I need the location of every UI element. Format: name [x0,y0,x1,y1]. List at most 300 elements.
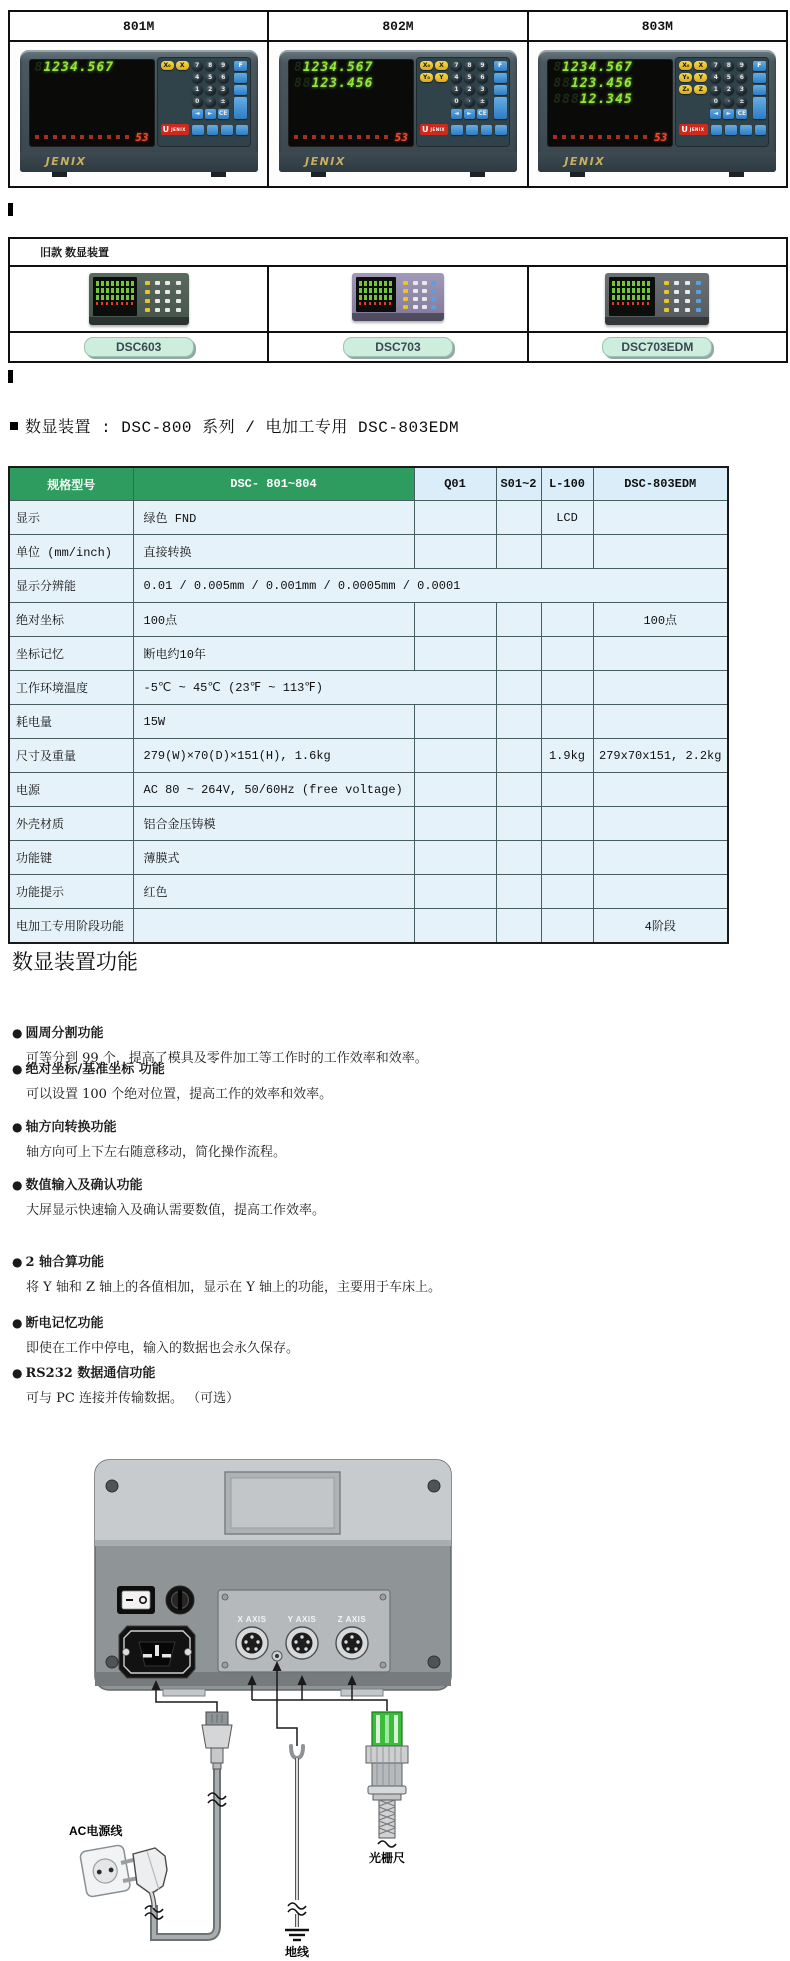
old-device-dsc703edm [605,273,709,325]
spec-cell [414,705,496,739]
axis-key: Y [694,73,707,82]
spec-cell [496,705,541,739]
display-dim-digits: 88 [553,76,571,91]
ground-wire [285,1746,309,1940]
function-title: ● 轴方向转换功能 [12,1116,652,1135]
function-key [495,125,507,135]
num-key: 0 [451,97,462,107]
spec-table [8,466,729,944]
status-indicator-icons [553,135,649,139]
series-heading [10,414,459,437]
spec-cell [496,773,541,807]
num-key: 2 [464,85,475,95]
num-key: 8 [723,61,734,71]
spec-cell: 直接转换 [133,535,414,569]
logo-letter: U [421,125,429,134]
f-key: F [753,61,766,71]
spec-cell [414,875,496,909]
function-keys [234,61,247,121]
mini-base [89,317,189,325]
num-key: 5 [464,73,475,83]
function-description: 轴方向可上下左右随意移动，简化操作流程。 [26,1145,287,1160]
keypad [675,57,769,147]
num-key: ± [477,97,488,107]
num-key: · [723,97,734,107]
spec-cell [593,705,728,739]
spec-row-label: 绝对坐标 [9,603,133,637]
spec-row-label: 功能键 [9,841,133,875]
num-key: · [205,97,216,107]
logo-letter: U [681,125,688,134]
function-key [481,125,493,135]
display-dim-digits: 8 [293,60,303,75]
display-digits: 12.345 [579,92,633,107]
spec-cell: AC 80 ~ 264V, 50/60Hz (free voltage) [133,773,414,807]
function-key [740,125,752,135]
device-base [279,152,517,172]
function-key [466,125,478,135]
product-cell-803m [528,41,787,187]
function-key [753,73,766,83]
spec-cell [414,637,496,671]
f-key: F [234,61,247,71]
enter-key [494,97,507,119]
mini-keypad [659,277,705,316]
ce-key: CE [218,110,228,117]
num-key: 9 [477,61,488,71]
num-key: 1 [710,85,721,95]
num-key: 3 [218,85,229,95]
spec-cell: 279(W)×70(D)×151(H), 1.6kg [133,739,414,773]
inlet-screw-icon [123,1649,130,1656]
status-value: 53 [654,130,668,144]
spec-header-row [9,467,728,501]
spec-header: S01~2 [496,467,541,501]
num-key: ± [736,97,747,107]
section-tick-marker [8,203,13,216]
number-keys [451,61,491,121]
rear-panel-diagram [55,1450,485,1961]
right-arrow-key: ► [464,109,475,119]
function-title: ● 断电记忆功能 [12,1312,652,1331]
cable-break-icon [378,1841,396,1847]
function-key [207,125,219,135]
power-switch [117,1586,155,1614]
enter-key [753,97,766,119]
logo-text: JENIX [171,127,186,132]
product-cell-802m [268,41,527,187]
spec-cell [414,841,496,875]
old-device-dsc703 [352,273,444,321]
axis-zero-key: Y₀ [420,73,433,82]
ac-cord-label: AC电源线 [69,1824,123,1838]
num-key: 7 [192,61,203,71]
z-axis-connector [336,1627,368,1659]
old-model-name-cell [528,332,787,362]
num-key: ± [218,97,229,107]
function-item [12,1174,652,1218]
function-description: 可以设置 100 个绝对位置，提高工作的效率和效率。 [26,1087,333,1102]
mini-display [609,277,655,316]
spec-row [9,875,728,909]
spec-cell [593,875,728,909]
cable-break-icon [288,1903,306,1915]
display-digits: 1234.567 [562,60,633,75]
num-key: 7 [710,61,721,71]
spec-row [9,569,728,603]
spec-row-label: 坐标记忆 [9,637,133,671]
spec-cell [541,671,593,705]
enter-key [234,97,247,119]
num-key: 4 [192,73,203,83]
brand-logo [679,124,707,135]
spec-row [9,773,728,807]
keypad [416,57,510,147]
old-models-table [8,237,788,363]
spec-cell [414,535,496,569]
function-keys [753,61,766,121]
num-key: 7 [451,61,462,71]
num-key: 5 [723,73,734,83]
spec-cell [593,773,728,807]
spec-row-label: 外壳材质 [9,807,133,841]
spec-cell: -5℃ ~ 45℃ (23℉ ~ 113℉) [133,671,496,705]
spec-cell [593,671,728,705]
spec-cell [541,535,593,569]
display-screen [29,59,155,147]
panel-screw-icon [380,1662,386,1668]
mini-keypad [400,277,440,312]
old-model-name-cell [9,332,268,362]
num-key: 4 [451,73,462,83]
spec-header: DSC- 801~804 [133,467,414,501]
spec-header: 规格型号 [9,467,133,501]
logo-letter: U [162,125,170,134]
function-key [221,125,233,135]
x-axis-port-label: X AXIS [237,1615,267,1624]
left-arrow-key: ◄ [451,109,462,119]
right-arrow-key: ► [205,109,216,119]
num-key: 5 [205,73,216,83]
spec-cell [593,637,728,671]
spec-cell [496,841,541,875]
spec-row [9,603,728,637]
ground-label: 地线 [284,1945,310,1959]
function-item [12,1312,652,1356]
brand-label: JENIX [45,155,87,168]
display-dim-digits: 8 [34,60,44,75]
num-key: 6 [477,73,488,83]
ce-key: CE [737,110,747,117]
display-row [548,76,672,92]
spec-cell [593,807,728,841]
display-digits: 123.456 [311,76,374,91]
product-cell-801m [9,41,268,187]
spec-cell: 15W [133,705,414,739]
num-key: 2 [723,85,734,95]
spec-cell [541,705,593,739]
function-item [12,1116,652,1160]
old-models-header: 旧款 数显装置 [9,238,787,266]
dro-device-802m [279,50,517,172]
series-heading-text: 数显装置 : DSC-800 系列 / 电加工专用 DSC-803EDM [25,419,460,437]
function-description: 可等分到 99 个，提高了模具及零件加工等工作时的工作效率和效率。 [26,1051,428,1066]
spec-cell [593,501,728,535]
handle-recess [225,1472,340,1534]
status-row [553,131,667,143]
spec-cell: 100点 [133,603,414,637]
spec-cell [541,603,593,637]
num-key: 1 [192,85,203,95]
model-name-803m: 803M [528,11,787,41]
inlet-screw-icon [185,1649,192,1656]
keypad [157,57,251,147]
ground-symbol-icon [285,1930,309,1940]
spec-cell [496,875,541,909]
number-keys [710,61,750,121]
spec-cell: 断电约10年 [133,637,414,671]
function-keys [494,61,507,121]
right-arrow-key: ► [723,109,734,119]
spec-row-label: 电加工专用阶段功能 [9,909,133,944]
function-title: ● 数值输入及确认功能 [12,1174,652,1193]
spec-row-label: 尺寸及重量 [9,739,133,773]
model-name-802m: 802M [268,11,527,41]
panel-screw-icon [222,1594,228,1600]
spec-row [9,807,728,841]
num-key: 0 [710,97,721,107]
power-cable [154,1768,217,1937]
spec-cell [496,603,541,637]
spec-cell: 4阶段 [593,909,728,944]
display-row [30,60,154,76]
old-device-dsc603 [89,273,189,325]
display-dim-digits: 8 [553,60,563,75]
axis-key: X [435,61,448,70]
spec-cell [541,807,593,841]
spec-cell [414,773,496,807]
axis-zero-key: Z₀ [679,85,692,94]
wall-socket [80,1845,131,1898]
spec-cell [133,909,414,944]
function-key [451,125,463,135]
num-key: 8 [464,61,475,71]
left-arrow-key: ◄ [192,109,203,119]
old-model-name-cell [268,332,527,362]
spec-cell [496,807,541,841]
num-key: 8 [205,61,216,71]
logo-text: JENIX [689,127,705,132]
display-dim-digits: 88 [293,76,312,91]
model-badge-dsc703edm: DSC703EDM [602,337,712,357]
number-keys [192,61,232,121]
display-row [548,92,672,108]
old-model-cell-dsc703edm [528,266,787,332]
spec-cell: 红色 [133,875,414,909]
function-key [711,125,723,135]
num-key: 3 [736,85,747,95]
function-key [755,125,767,135]
spec-row [9,637,728,671]
x-axis-connector [236,1627,268,1659]
spec-cell: 绿色 FND [133,501,414,535]
logo-text: JENIX [430,127,446,132]
display-screen [288,59,414,147]
spec-cell: 铝合金压铸模 [133,807,414,841]
status-row [35,131,149,143]
axis-key: Z [694,85,707,94]
num-key: · [464,97,475,107]
spec-cell [414,909,496,944]
axis-zero-key: X₀ [679,61,692,70]
mini-display [356,277,396,312]
square-bullet-icon [10,422,18,430]
spec-cell [541,773,593,807]
function-description: 即使在工作中停电，输入的数据也会永久保存。 [26,1341,300,1356]
spec-row-label: 工作环境温度 [9,671,133,705]
status-value: 53 [394,130,408,144]
dro-device-803m [538,50,776,172]
spec-header: Q01 [414,467,496,501]
display-row [289,76,413,92]
display-dim-digits: 888 [553,92,580,107]
c13-plug [202,1712,232,1769]
brand-logo [161,124,189,135]
spec-cell [414,603,496,637]
device-back-body [95,1460,451,1696]
spec-row-label: 功能提示 [9,875,133,909]
ce-key: CE [478,110,487,117]
spec-cell [496,501,541,535]
axis-zero-key: Y₀ [679,73,692,82]
display-row [289,60,413,76]
model-name-801m: 801M [9,11,268,41]
functions-section-title: 数显装置功能 [12,950,138,974]
function-item [12,1362,652,1406]
dro-device-801m [20,50,258,172]
panel-screw-icon [222,1662,228,1668]
axis-zero-key: X₀ [161,61,174,70]
spec-header: L-100 [541,467,593,501]
device-foot [470,172,485,177]
function-key [753,85,766,95]
display-digits: 1234.567 [43,60,115,75]
axis-key: X [176,61,189,70]
mini-keypad [141,277,185,316]
status-row [294,131,408,143]
device-foot [311,172,326,177]
model-badge-dsc703: DSC703 [343,337,453,357]
device-foot [52,172,67,177]
device-foot [570,172,585,177]
spec-cell [496,739,541,773]
function-description: 大屏显示快速输入及确认需要数值，提高工作效率。 [26,1203,326,1218]
display-screen [547,59,673,147]
num-key: 2 [205,85,216,95]
function-key [494,73,507,83]
spec-cell [414,807,496,841]
num-key: 9 [218,61,229,71]
status-indicator-icons [35,135,131,139]
spec-cell [593,535,728,569]
ground-terminal [272,1651,282,1661]
spec-cell [541,637,593,671]
function-item [12,1058,652,1102]
axis-connector-panel [218,1590,390,1672]
function-description: 可与 PC 连接并传输数据。 （可选） [26,1391,240,1406]
spec-cell: 薄膜式 [133,841,414,875]
old-model-cell-dsc603 [9,266,268,332]
device-base [538,152,776,172]
spec-row [9,739,728,773]
ac-power-inlet [119,1626,195,1678]
section-tick-marker [8,370,13,383]
spec-cell: 0.01 / 0.005mm / 0.001mm / 0.0005mm / 0.0001 [133,569,728,603]
old-model-cell-dsc703 [268,266,527,332]
spec-cell [496,535,541,569]
spec-cell [541,909,593,944]
axis-keys [161,61,189,121]
num-key: 1 [451,85,462,95]
num-key: 4 [710,73,721,83]
axis-key: X [694,61,707,70]
f-key: F [494,61,507,71]
spec-row [9,501,728,535]
mini-base [605,317,709,325]
brand-logo [420,124,448,135]
mini-base [352,313,444,321]
top-products-table [8,10,788,188]
z-axis-port-label: Z AXIS [337,1615,367,1624]
fuse-holder [166,1586,194,1614]
num-key: 0 [192,97,203,107]
y-axis-port-label: Y AXIS [287,1615,317,1624]
device-foot [341,1689,383,1696]
spec-cell [414,739,496,773]
axis-zero-key: X₀ [420,61,433,70]
num-key: 6 [736,73,747,83]
function-description: 将 Y 轴和 Z 轴上的各值相加，显示在 Y 轴上的功能，主要用于车床上。 [26,1280,441,1295]
brand-label: JENIX [304,155,346,168]
spec-cell [496,637,541,671]
function-key [234,73,247,83]
display-digits: 1234.567 [302,60,374,75]
status-value: 53 [135,130,149,144]
spec-cell: 1.9kg [541,739,593,773]
function-key [725,125,737,135]
function-title: ● 2 轴合算功能 [12,1251,652,1270]
left-arrow-key: ◄ [710,109,721,119]
device-base [20,152,258,172]
function-key [236,125,248,135]
axis-keys [420,61,448,121]
spec-row-label: 电源 [9,773,133,807]
device-foot [163,1689,205,1696]
spec-header: DSC-803EDM [593,467,728,501]
function-key [234,85,247,95]
function-title: ● 绝对坐标/基准坐标 功能 [12,1058,652,1077]
spec-row [9,535,728,569]
y-axis-connector [286,1627,318,1659]
axis-key: Y [435,73,448,82]
spec-cell [496,671,541,705]
spec-cell [496,909,541,944]
spec-row-label: 耗电量 [9,705,133,739]
mini-display [93,277,137,316]
spec-row [9,705,728,739]
function-title: ● 圆周分割功能 [12,1022,652,1041]
spec-row [9,841,728,875]
